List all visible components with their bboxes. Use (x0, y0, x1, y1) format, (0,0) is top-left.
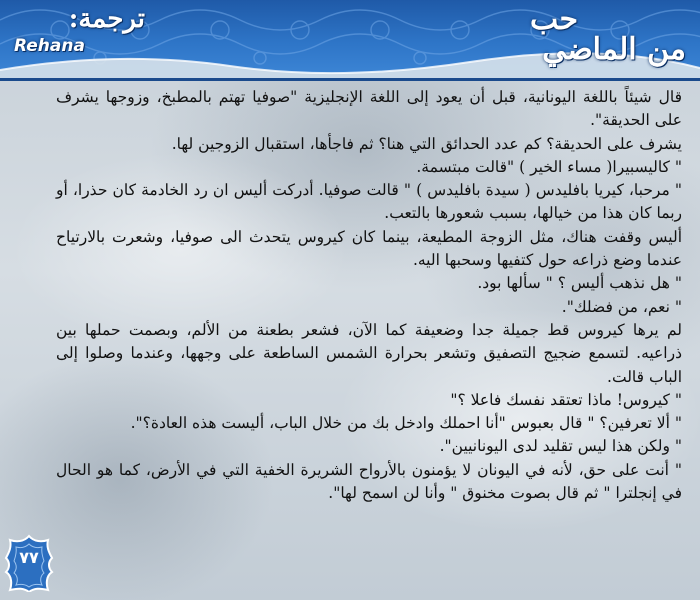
paragraph: " كيروس! ماذا تعتقد نفسك فاعلا ؟" (450, 390, 682, 409)
paragraph: أليس وقفت هناك، مثل الزوجة المطيعة، بينما كان كيروس يتحدث الى صوفيا، وشعرت بالارتياح عندما وضع ذراعه حول كتفيها وسحبها اليه. (56, 227, 682, 270)
translation-label: ترجمة: (68, 4, 145, 34)
paragraph: " أنت على حق، لأنه في اليونان لا يؤمنون بالأرواح الشريرة الخفية التي في الأرض، كما هو الحال في إنجلترا " ثم قال بصوت مخنوق " وأنا لن اسمح لها". (56, 460, 682, 503)
header-banner (0, 0, 700, 81)
paragraph: لم يرها كيروس قط جميلة جدا وضعيفة كما الآن، فشعر بطعنة من الألم، وبصمت حملها بين ذراعيه. لتسمع ضجيج التصفيق وتشعر بحرارة الشمس الساطعة على وجهها، وعندما وصلوا إلى الباب قالت. (56, 320, 682, 386)
paragraph: " ألا تعرفين؟ " قال بعبوس "أنا احملك وادخل بك من خلال الباب، أليست هذه العادة؟". (130, 414, 682, 433)
story-text (56, 86, 682, 505)
chapter-title-line-2: من الماضي (542, 32, 686, 67)
paragraph: " نعم، من فضلك". (561, 297, 682, 316)
page-number: ٧٧ (19, 548, 39, 567)
chapter-title-line-1: حب (529, 2, 578, 37)
translator-name: Rehana (14, 36, 85, 56)
paragraph: قال شيئاً باللغة اليونانية، قبل أن يعود إلى اللغة الإنجليزية "صوفيا تهتم بالمطبخ، وزوجها يشرف على الحديقة". (56, 88, 682, 130)
paragraph: " هل نذهب أليس ؟ " سألها بود. (477, 274, 682, 293)
paragraph: " ولكن هذا ليس تقليد لدى اليونانيين". (439, 437, 682, 456)
paragraph: " كاليسبيرا( مساء الخير ) "قالت مبتسمة. (416, 157, 682, 176)
paragraph: " مرحبا، كيريا بافليدس ( سيدة بافليدس ) " قالت صوفيا. أدركت أليس ان رد الخادمة كان حذرا، أو ربما كان هذا من خيالها، بسبب شعورها بالتعب. (56, 181, 682, 223)
paragraph: يشرف على الحديقة؟ كم عدد الحدائق التي هنا؟ ثم فاجأها، استقبال الزوجين لها. (171, 134, 682, 153)
